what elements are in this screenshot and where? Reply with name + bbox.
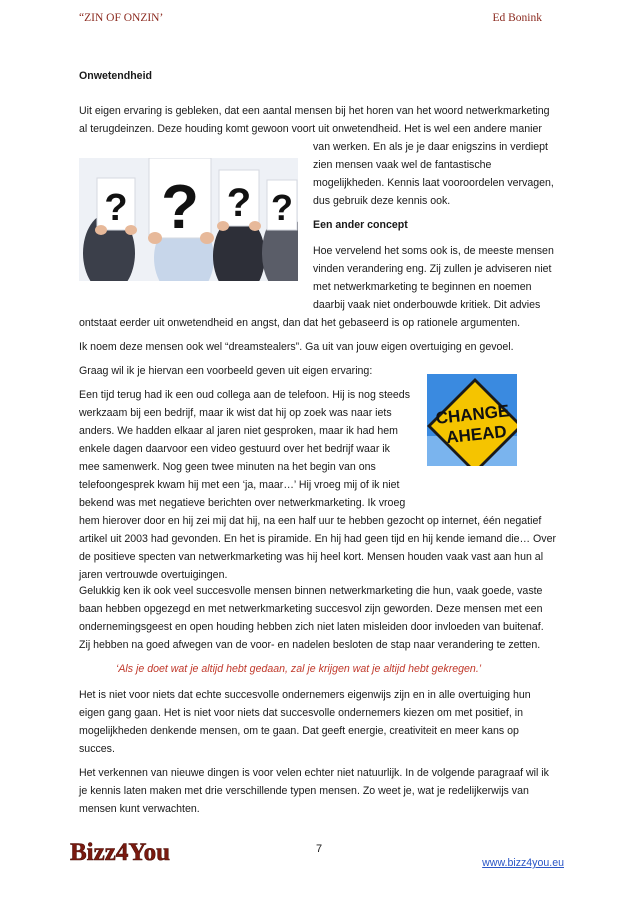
paragraph-voorbeeld: Graag wil ik je hiervan een voorbeeld geven uit eigen ervaring: [79, 365, 373, 377]
text-line: artikel uit 2003 had gevonden. En het is piramide. En hij had geen tijd en hij kende iemand die… Over [79, 533, 557, 545]
text-line: enkele dagen daarvoor een video gestuurd over het bedrijf waar ik [79, 443, 390, 455]
logo-text: Bizz4You [70, 839, 170, 866]
change-ahead-sign [427, 374, 517, 466]
text-line: al terugdeinzen. Deze houding komt gewoon voort uit onwetendheid. Het is wel een andere manier [79, 123, 542, 135]
paragraph-succesvolle-mensen [79, 582, 544, 654]
text-line: Het is niet voor niets dat echte succesvolle ondernemers eigenwijs zijn en in alle overtuiging hun [79, 689, 531, 701]
text-line: mogelijkheden denkende mensen, om te gaan. Dat geeft energie, creativiteit en meer kans op [79, 725, 519, 737]
question-marks-image [79, 158, 298, 281]
text-line: daarbij vaak niet onderbouwde kritiek. Dit advies [313, 299, 541, 311]
paragraph-concept [313, 242, 554, 314]
paragraph-concept-cont: ontstaat eerder uit onwetendheid en angst, dan dat het gebaseerd is op rationele argumenten. [79, 317, 521, 329]
paragraph-dreamstealers: Ik noem deze mensen ook wel “dreamstealers”. Ga uit van jouw eigen overtuiging en gevoel. [79, 341, 514, 353]
text-line: bekend was met negatieve berichten over netwerkmarketing. Ik vroeg [79, 497, 406, 509]
text-line: Uit eigen ervaring is gebleken, dat een aantal mensen bij het horen van het woord netwerkmarketing [79, 105, 550, 117]
text-line: Hoe vervelend het soms ook is, de meeste mensen [313, 245, 554, 257]
text-line: werkzaam bij een bedrijf, maar ik wist dat hij op zoek was naar iets [79, 407, 392, 419]
text-line: mogelijkheden. Kennis laat vooroordelen vervagen, [313, 177, 554, 189]
text-line: Gelukkig ken ik ook veel succesvolle mensen binnen netwerkmarketing die hun, vaak goede, vaste [79, 585, 543, 597]
text-line: telefoongesprek kwam hij met een ‘ja, maar…’ Hij vroeg mij of ik niet [79, 479, 400, 491]
text-line: eigen gang gaan. Het is niet voor niets dat succesvolle ondernemers kiezen om met positief, in [79, 707, 524, 719]
text-line: Het verkennen van nieuwe dingen is voor velen echter niet natuurlijk. In de volgende paragraaf wil ik [79, 767, 549, 779]
sign-text-change: CHANGE [434, 401, 511, 428]
text-line: succes. [79, 743, 115, 755]
text-line: mee samenwerk. Nog geen twee minuten na het begin van ons [79, 461, 376, 473]
question-mark: ? [161, 173, 199, 242]
text-line: met netwerkmarketing te beginnen en noemen [313, 281, 532, 293]
heading-een-ander-concept: Een ander concept [313, 219, 408, 231]
text-line: mensen kunt verwachten. [79, 803, 200, 815]
question-mark: ? [104, 187, 128, 229]
text-line: ondernemingsgeest en open houding hebben zich niet laten misleiden door invloeden van buitenaf. [79, 621, 544, 633]
paragraph-intro-cont [313, 138, 554, 210]
text-line: vinden verandering eng. Zij zullen je adviseren niet [313, 263, 552, 275]
page-number: 7 [316, 843, 323, 855]
question-marks-illustration [79, 158, 298, 281]
paragraph-ondernemers [79, 686, 531, 758]
text-line: van werken. En als je je daar enigszins in verdiept [313, 141, 548, 153]
question-mark: ? [271, 187, 293, 228]
change-ahead-image [427, 374, 517, 466]
text-line: Een tijd terug had ik een oud collega aan de telefoon. Hij is nog steeds [79, 389, 410, 401]
paragraph-intro [79, 102, 550, 138]
text-line: zien mensen vaak wel de fantastische [313, 159, 492, 171]
text-line: dus gebruik deze kennis ook. [313, 195, 451, 207]
bizz4you-logo [68, 836, 190, 866]
header-title: “ZIN OF ONZIN’ [79, 12, 164, 24]
text-line: je kennis laten maken met drie verschillende typen mensen. Zo weet je, wat je redelijkerwijs van [79, 785, 529, 797]
question-mark: ? [226, 181, 252, 225]
text-line: Zij hebben na goed afwegen van de voor- en nadelen besloten de stap naar verandering te zetten. [79, 639, 541, 651]
logo-graphic [68, 836, 190, 866]
quote: ‘Als je doet wat je altijd hebt gedaan, zal je krijgen wat je altijd hebt gekregen.’ [116, 663, 482, 675]
heading-onwetendheid: Onwetendheid [79, 70, 152, 82]
text-line: de positieve specten van netwerkmarketing was hij heel kort. Mensen houden vaak vast aan hun al [79, 551, 544, 563]
text-line: hem hierover door en hij zei mij dat hij, na een half uur te hebben gezocht op internet, één negatief [79, 515, 542, 527]
sign-text-ahead: AHEAD [445, 421, 508, 448]
paragraph-verkennen [79, 764, 549, 818]
text-line: jaren vertrouwde overtuigingen. [79, 569, 228, 581]
text-line: anders. We hadden elkaar al jaren niet gesproken, maar ik had hem [79, 425, 398, 437]
text-line: baan hebben opgezegd en met netwerkmarketing succesvol zijn geworden. Deze mensen met een [79, 603, 543, 615]
header-author: Ed Bonink [492, 12, 542, 24]
website-link[interactable]: www.bizz4you.eu [482, 857, 564, 869]
